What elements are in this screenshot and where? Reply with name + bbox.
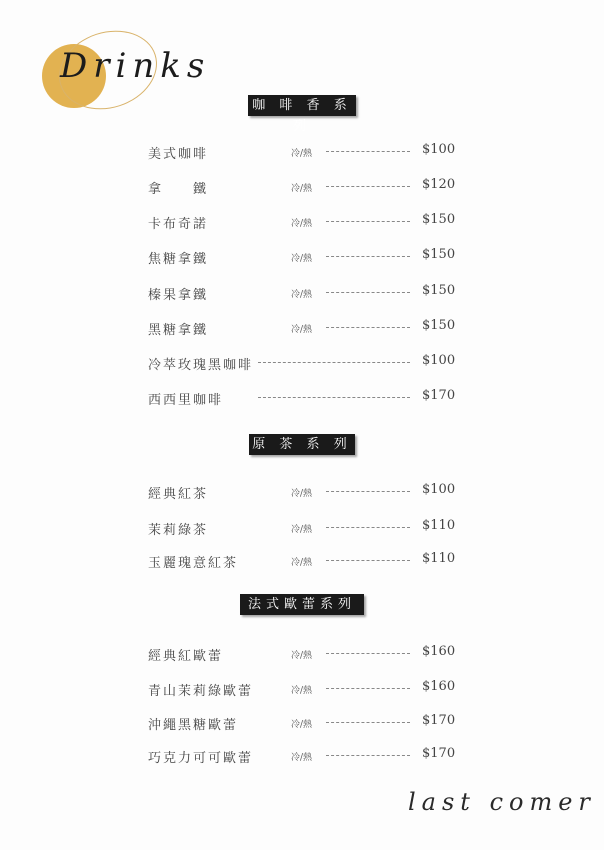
item-temperature: 冷/熱 xyxy=(291,753,313,763)
dotted-leader xyxy=(258,397,410,398)
item-name: 拿 鐵 xyxy=(148,182,209,197)
dotted-leader xyxy=(326,256,410,257)
item-temperature: 冷/熱 xyxy=(291,686,313,696)
dotted-leader xyxy=(326,151,410,152)
item-price: $170 xyxy=(422,388,456,403)
item-name: 玉麗瑰意紅茶 xyxy=(148,556,239,571)
menu-item xyxy=(0,483,604,503)
menu-item xyxy=(0,319,604,339)
menu-item xyxy=(0,354,604,374)
item-temperature: 冷/熱 xyxy=(291,325,313,335)
dotted-leader xyxy=(326,653,410,654)
item-temperature: 冷/熱 xyxy=(291,254,313,264)
item-temperature: 冷/熱 xyxy=(291,290,313,300)
logo-text: Drinks xyxy=(60,46,211,86)
menu-item xyxy=(0,552,604,572)
item-name: 黑糖拿鐵 xyxy=(148,323,209,338)
dotted-leader xyxy=(326,722,410,723)
section-title: 咖 啡 香 系 列 xyxy=(248,95,356,116)
item-price: $100 xyxy=(422,353,456,368)
item-name: 卡布奇諾 xyxy=(148,217,209,232)
item-name: 青山茉莉綠歐蕾 xyxy=(148,684,254,699)
item-temperature: 冷/熱 xyxy=(291,149,313,159)
item-price: $100 xyxy=(422,142,456,157)
menu-item xyxy=(0,645,604,665)
item-name: 美式咖啡 xyxy=(148,147,209,162)
item-name: 西西里咖啡 xyxy=(148,393,224,408)
dotted-leader xyxy=(326,327,410,328)
menu-item xyxy=(0,284,604,304)
drinks-logo xyxy=(38,30,218,115)
dotted-leader xyxy=(326,755,410,756)
dotted-leader xyxy=(326,491,410,492)
menu-item xyxy=(0,519,604,539)
item-name: 焦糖拿鐵 xyxy=(148,252,209,267)
item-temperature: 冷/熱 xyxy=(291,720,313,730)
item-price: $110 xyxy=(422,518,456,533)
item-price: $150 xyxy=(422,247,456,262)
dotted-leader xyxy=(326,221,410,222)
item-price: $150 xyxy=(422,212,456,227)
item-price: $160 xyxy=(422,644,456,659)
item-price: $120 xyxy=(422,177,456,192)
section-title: 法式歐蕾系列 xyxy=(240,594,364,615)
item-name: 沖繩黑糖歐蕾 xyxy=(148,718,239,733)
footer-signature: last comer xyxy=(408,788,596,816)
item-name: 巧克力可可歐蕾 xyxy=(148,751,254,766)
item-name: 經典紅歐蕾 xyxy=(148,649,224,664)
dotted-leader xyxy=(326,186,410,187)
item-price: $170 xyxy=(422,746,456,761)
item-price: $150 xyxy=(422,283,456,298)
item-temperature: 冷/熱 xyxy=(291,525,313,535)
menu-item xyxy=(0,389,604,409)
menu-item xyxy=(0,178,604,198)
item-price: $150 xyxy=(422,318,456,333)
item-name: 茉莉綠茶 xyxy=(148,523,209,538)
item-temperature: 冷/熱 xyxy=(291,558,313,568)
menu-item xyxy=(0,747,604,767)
item-price: $110 xyxy=(422,551,456,566)
item-name: 經典紅茶 xyxy=(148,487,209,502)
dotted-leader xyxy=(326,560,410,561)
menu-item xyxy=(0,680,604,700)
item-temperature: 冷/熱 xyxy=(291,489,313,499)
menu-item xyxy=(0,248,604,268)
menu-item xyxy=(0,714,604,734)
item-name: 榛果拿鐵 xyxy=(148,288,209,303)
item-price: $160 xyxy=(422,679,456,694)
item-price: $100 xyxy=(422,482,456,497)
dotted-leader xyxy=(326,688,410,689)
item-name: 冷萃玫瑰黑咖啡 xyxy=(148,358,254,373)
menu-item xyxy=(0,143,604,163)
dotted-leader xyxy=(258,362,410,363)
item-temperature: 冷/熱 xyxy=(291,651,313,661)
item-temperature: 冷/熱 xyxy=(291,219,313,229)
item-price: $170 xyxy=(422,713,456,728)
dotted-leader xyxy=(326,292,410,293)
item-temperature: 冷/熱 xyxy=(291,184,313,194)
dotted-leader xyxy=(326,527,410,528)
menu-item xyxy=(0,213,604,233)
section-title: 原 茶 系 列 xyxy=(249,434,355,455)
